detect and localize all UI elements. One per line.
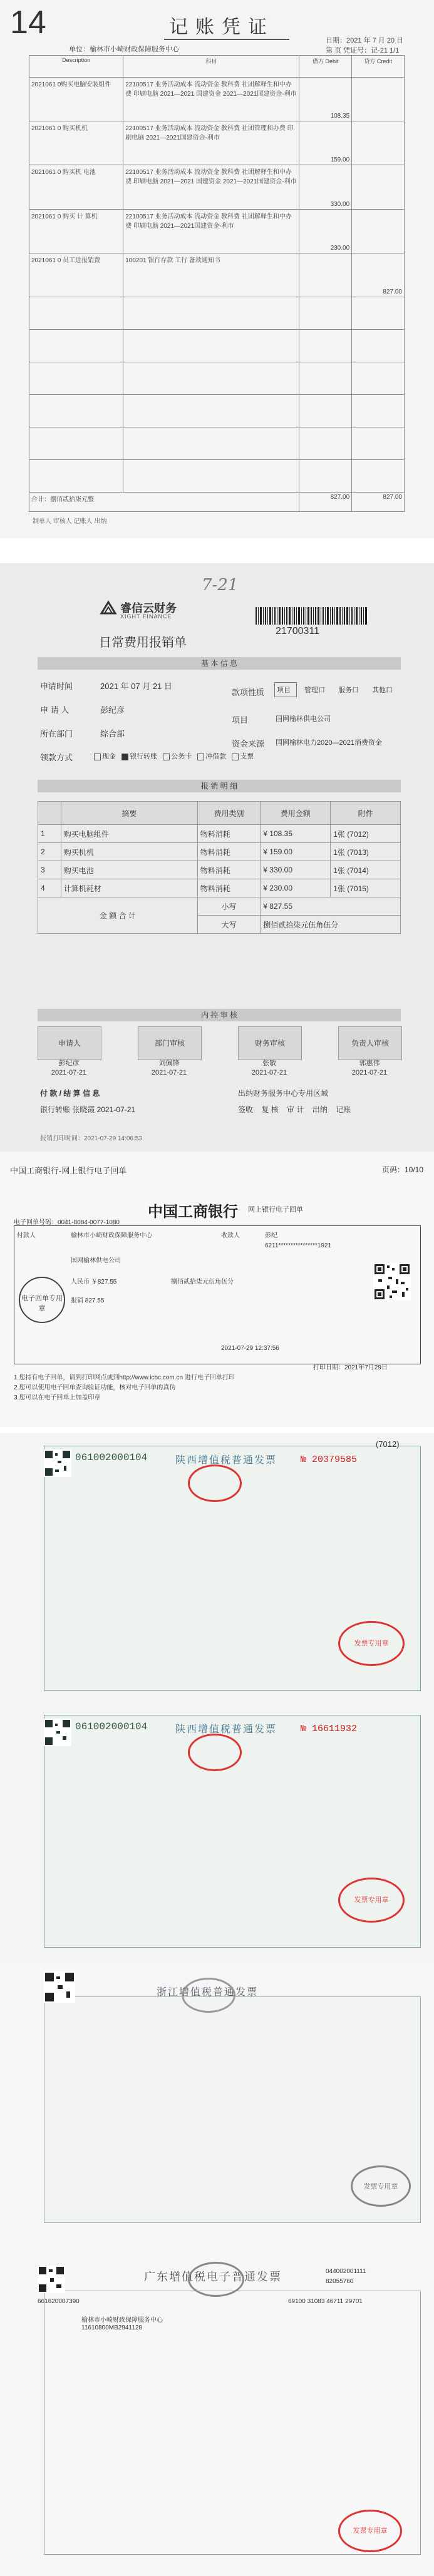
- table-row: [29, 78, 405, 121]
- detail-header-row: [38, 802, 401, 825]
- sign-cells: 签收 复 核 审 计 出纳 记账: [238, 1105, 351, 1114]
- handwritten-ref: (7012): [376, 1439, 400, 1449]
- table-row: [29, 209, 405, 253]
- qr-code-icon: [38, 2266, 65, 2293]
- row-credit: 827.00: [352, 253, 405, 297]
- flow-step-dept: 部门审核: [138, 1026, 202, 1060]
- item-amount: ¥ 230.00: [261, 879, 331, 897]
- item-summary: 购买机机: [61, 843, 197, 861]
- voucher-number: 14: [10, 4, 46, 41]
- title-underline: [164, 39, 289, 40]
- print-time: 报销打印时间：2021-07-29 14:06:53: [40, 1135, 142, 1142]
- small-label: 小写: [197, 897, 261, 916]
- header-desc: Description: [29, 56, 123, 78]
- header-no: [38, 802, 61, 825]
- invoice-1: [0, 1433, 434, 1702]
- bank-subtitle: 网上银行电子回单: [248, 1206, 303, 1214]
- transaction-time: 2021-07-29 12:37:56: [221, 1345, 279, 1352]
- project-value: 国网榆林供电公司: [276, 715, 331, 723]
- bank-header: 中国工商银行-网上银行电子回单: [10, 1166, 127, 1175]
- print-date: 打印日期：2021年7月29日: [313, 1364, 388, 1371]
- applicant-label: 申 请 人: [40, 705, 70, 715]
- row-credit: [352, 78, 405, 121]
- header-credit: 贷方 Credit: [352, 56, 405, 78]
- row-account: 22100517 业务活动成本 流动资金 教科费 社团管理和办费 印刷电脑 2021—2021国建资金-利市: [123, 121, 299, 165]
- item-category: 物料消耗: [197, 861, 261, 879]
- expense-title: 日常费用报销单: [99, 636, 187, 650]
- receipt-grid: [14, 1225, 421, 1364]
- item-amount: ¥ 108.35: [261, 825, 331, 843]
- attr-project: 项目: [277, 687, 291, 694]
- small-value: ¥ 827.55: [261, 897, 401, 916]
- qr-code-icon: [44, 1719, 71, 1746]
- seller-stamp: [338, 2510, 402, 2552]
- logo-text: 睿信云财务: [120, 602, 177, 615]
- flow-info: 彭纪彦 2021-07-21: [51, 1060, 87, 1076]
- checkbox[interactable]: [163, 754, 170, 760]
- voucher-footer: 制单人 审核人 记账人 出纳: [33, 518, 107, 525]
- header-summary: 摘要: [61, 802, 197, 825]
- attr-other: 其他口: [372, 687, 393, 694]
- invoice-title: 陕西增值税普通发票: [175, 1455, 277, 1466]
- bank-title: 中国工商银行: [148, 1204, 238, 1220]
- payee-label: 收款人: [221, 1232, 240, 1239]
- tax-stamp-top: [188, 1734, 242, 1771]
- expense-detail-table: [38, 801, 401, 934]
- invoice-4: [0, 2241, 434, 2576]
- row-account: 22100517 业务活动成本 流动资金 教科费 社团解释生和中办费 印刷电脑 2021—2021国建资金-利市: [123, 209, 299, 253]
- table-row: [38, 879, 401, 897]
- total-row: [38, 897, 401, 916]
- bank-receipt: [0, 1152, 434, 1427]
- attr-label: 款项性质: [232, 688, 265, 697]
- invoice-2: [0, 1702, 434, 1959]
- voucher-page: 第 页 凭证号：记-21 1/1: [326, 47, 400, 54]
- total-row: [29, 492, 405, 511]
- buyer-name: 榆林市小崎财政保障服务中心: [81, 2317, 163, 2324]
- voucher-title: 记账凭证: [169, 16, 274, 38]
- amount-cn: 捌佰贰拾柒元伍角伍分: [171, 1279, 234, 1285]
- qr-code-icon: [44, 1971, 75, 2003]
- flow-info: 张敏 2021-07-21: [251, 1060, 287, 1076]
- note-2: 2.您可以使用电子回单查询验证功能，核对电子回单的真伪: [14, 1384, 176, 1391]
- flow-info: 郭惠伟 2021-07-21: [351, 1060, 388, 1076]
- logo-subtext: XIGHT FINANCE: [120, 613, 172, 620]
- pay-method-options: 现金 银行转账 公务卡 冲借款 支票: [94, 751, 254, 761]
- band-basic-info: 基 本 信 息: [38, 657, 401, 670]
- stamp-text: 发票专用章: [353, 2527, 388, 2535]
- item-attach: 1张 (7012): [331, 825, 401, 843]
- voucher-table: [29, 55, 405, 512]
- invoice-code: 061002000104: [75, 1452, 148, 1463]
- checkbox[interactable]: [94, 754, 101, 760]
- header-debit: 借方 Debit: [299, 56, 352, 78]
- voucher-header-row: [29, 56, 405, 78]
- empty-row: [29, 329, 405, 362]
- handwritten-date: 7-21: [202, 576, 239, 595]
- total-label: 金 额 合 计: [38, 897, 198, 934]
- empty-row: [29, 362, 405, 394]
- row-account: 100201 银行存款 工行 备款通知书: [123, 253, 299, 297]
- item-no: 1: [38, 825, 61, 843]
- project-label: 项目: [232, 715, 249, 725]
- checkbox[interactable]: [197, 754, 204, 760]
- bank-name: 国网榆林供电公司: [71, 1257, 121, 1264]
- invoice-number: № 16611932: [301, 1724, 358, 1734]
- stamp-text: 发票专用章: [354, 1896, 389, 1904]
- note-3: 3.您可以在电子回单上加盖印章: [14, 1394, 101, 1401]
- amount-value: 人民币 ￥827.55: [71, 1279, 117, 1285]
- sign-label: 出纳财务服务中心专用区域: [238, 1089, 329, 1098]
- fund-source-label: 资金来源: [232, 739, 265, 749]
- big-label: 大写: [197, 916, 261, 934]
- item-amount: ¥ 330.00: [261, 861, 331, 879]
- row-debit: 230.00: [299, 209, 352, 253]
- pay-method-label: 领款方式: [40, 753, 73, 762]
- header-account: 科目: [123, 56, 299, 78]
- item-attach: 1张 (7015): [331, 879, 401, 897]
- expense-report: [0, 563, 434, 1152]
- seller-stamp: [351, 2165, 411, 2207]
- empty-row: [29, 394, 405, 427]
- invoice-3: [0, 1959, 434, 2241]
- table-row: [38, 861, 401, 879]
- band-detail: 报 销 明 细: [38, 780, 401, 792]
- row-desc: 2021061 0 购买机 电池: [29, 165, 123, 209]
- item-attach: 1张 (7013): [331, 843, 401, 861]
- apply-time-value: 2021 年 07 月 21 日: [100, 682, 172, 691]
- row-debit: 159.00: [299, 121, 352, 165]
- seller-stamp: [338, 1621, 405, 1666]
- item-no: 2: [38, 843, 61, 861]
- row-credit: [352, 121, 405, 165]
- item-summary: 购买电脑组件: [61, 825, 197, 843]
- item-category: 物料消耗: [197, 843, 261, 861]
- tax-stamp-top: [188, 2262, 244, 2297]
- bank-stamp: [19, 1277, 65, 1323]
- row-credit: [352, 165, 405, 209]
- item-summary: 计算机耗材: [61, 879, 197, 897]
- dept-label: 所在部门: [40, 729, 73, 739]
- total-debit: 827.00: [299, 492, 352, 511]
- qr-code-icon: [44, 1449, 71, 1477]
- row-debit: [299, 253, 352, 297]
- table-row: [29, 165, 405, 209]
- flow-step-finance: 财务审核: [238, 1026, 302, 1060]
- pay-info-value: 银行转账 张晓霞 2021-07-21: [40, 1105, 136, 1114]
- invoice-code: 044002001111: [326, 2268, 366, 2275]
- payer-value: 榆林市小崎财政保障服务中心: [71, 1232, 152, 1239]
- row-debit: 108.35: [299, 78, 352, 121]
- xight-logo-icon: [99, 600, 118, 617]
- item-no: 3: [38, 861, 61, 879]
- machine-no: 661620007390: [38, 2298, 80, 2305]
- header-category: 费用类别: [197, 802, 261, 825]
- note-1: 1.您持有电子回单，请到打印网点或到http://www.icbc.com.cn 进行电子回单打印: [14, 1374, 235, 1381]
- pay-info-label: 付 款 / 结 算 信 息: [40, 1089, 100, 1098]
- seller-stamp: [338, 1878, 405, 1923]
- apply-time-label: 申请时间: [40, 682, 73, 691]
- invoice-number: 82055760: [326, 2278, 354, 2285]
- row-desc: 2021061 0购买电脑安装组件: [29, 78, 123, 121]
- item-no: 4: [38, 879, 61, 897]
- band-flow: 内 控 审 核: [38, 1009, 401, 1021]
- item-category: 物料消耗: [197, 879, 261, 897]
- stamp-text: 发票专用章: [363, 2183, 398, 2190]
- qr-code-icon: [373, 1263, 411, 1301]
- table-row: [29, 253, 405, 297]
- invoice-title: 浙江增值税普通发票: [157, 1987, 259, 1998]
- barcode: [256, 607, 368, 625]
- purpose: 报销 827.55: [71, 1297, 105, 1304]
- row-credit: [352, 209, 405, 253]
- dept-value: 综合部: [100, 729, 125, 739]
- accounting-voucher: [0, 0, 434, 538]
- row-desc: 2021061 0 购买 计 算机: [29, 209, 123, 253]
- receipt-number: 电子回单号码：0041-8084-0077-1080: [14, 1219, 120, 1226]
- tax-stamp-top: [182, 1978, 235, 2013]
- row-debit: 330.00: [299, 165, 352, 209]
- payee-account: 6211****************1921: [265, 1242, 332, 1249]
- row-desc: 2021061 0 购买机机: [29, 121, 123, 165]
- fund-source-value: 国网榆林电力2020—2021消费资金: [276, 739, 382, 747]
- empty-row: [29, 427, 405, 459]
- stamp-text: 电子回单专用章: [21, 1295, 63, 1312]
- table-row: [29, 121, 405, 165]
- attr-service: 服务口: [338, 687, 359, 694]
- payee-value: 彭纪: [265, 1232, 277, 1239]
- tax-stamp-top: [188, 1464, 242, 1502]
- empty-row: [29, 297, 405, 329]
- flow-step-applicant: 申请人: [38, 1026, 101, 1060]
- checkbox-checked[interactable]: [121, 754, 128, 760]
- item-amount: ¥ 159.00: [261, 843, 331, 861]
- taxpayer-id: 11610800MB2941128: [81, 2324, 142, 2331]
- row-desc: 2021061 0 员工进报销费: [29, 253, 123, 297]
- header-attach: 附件: [331, 802, 401, 825]
- flow-step-leader: 负责人审核: [338, 1026, 402, 1060]
- barcode-number: 21700311: [276, 626, 319, 636]
- check-code: 69100 31083 46711 29701: [288, 2298, 363, 2305]
- item-summary: 购买电池: [61, 861, 197, 879]
- item-category: 物料消耗: [197, 825, 261, 843]
- stamp-text: 发票专用章: [354, 1640, 389, 1647]
- empty-row: [29, 459, 405, 492]
- invoice-code: 061002000104: [75, 1721, 148, 1732]
- row-account: 22100517 业务活动成本 流动资金 教科费 社团解释生和中办费 印刷电脑 2021—2021 国建资金 2021—2021国建资金-利市: [123, 165, 299, 209]
- total-credit: 827.00: [352, 492, 405, 511]
- big-value: 捌佰贰拾柒元伍角伍分: [261, 916, 401, 934]
- item-attach: 1张 (7014): [331, 861, 401, 879]
- attr-manage: 管理口: [304, 687, 325, 694]
- voucher-unit: 单位：榆林市小崎财政保障服务中心: [69, 46, 179, 53]
- applicant-value: 彭纪彦: [100, 705, 125, 715]
- total-label: 合计：捌佰贰拾柒元整: [29, 492, 299, 511]
- invoice-title: 陕西增值税普通发票: [175, 1724, 277, 1735]
- bank-page: 页码：10/10: [382, 1165, 424, 1174]
- row-account: 22100517 业务活动成本 流动资金 教科费 社团解释生和中办费 印刷电脑 2021—2021 国建资金 2021—2021国建资金-利市: [123, 78, 299, 121]
- checkbox[interactable]: [232, 754, 239, 760]
- table-row: [38, 843, 401, 861]
- header-amount: 费用金额: [261, 802, 331, 825]
- payer-label: 付款人: [17, 1232, 36, 1239]
- table-row: [38, 825, 401, 843]
- invoice-number: № 20379585: [301, 1454, 358, 1465]
- invoice-title: 广东增值税电子普通发票: [144, 2271, 282, 2283]
- flow-info: 刘佩锋 2021-07-21: [151, 1060, 187, 1076]
- voucher-date: 日期：2021 年 7 月 20 日: [326, 37, 404, 44]
